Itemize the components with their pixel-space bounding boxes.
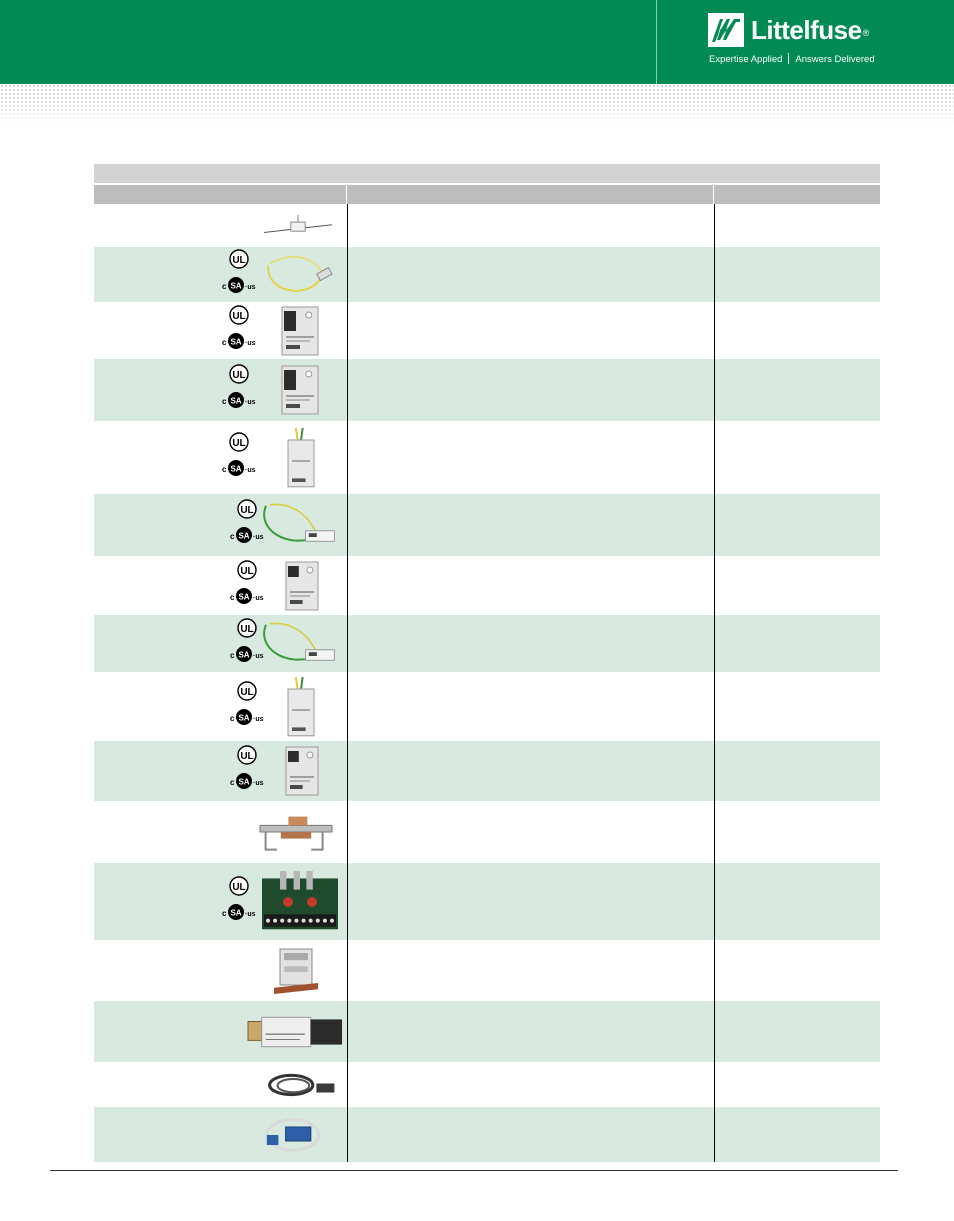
wire-lead-device-icon: [262, 213, 334, 243]
ul-csa-certification-icon: [220, 876, 254, 928]
header-divider: [656, 0, 657, 84]
svg-text:UL: UL: [240, 751, 254, 762]
svg-text:c: c: [222, 281, 227, 291]
svg-text:SA: SA: [230, 281, 242, 290]
csa-mark-icon: [230, 646, 264, 662]
dot-pattern-band: [0, 84, 954, 124]
svg-text:·us: ·us: [253, 534, 264, 541]
ul-mark-icon: [230, 250, 248, 268]
ul-mark-icon: [238, 746, 256, 764]
table-row: [94, 940, 880, 1001]
column-divider-1: [347, 204, 348, 1162]
coiled-cable-icon: [266, 1070, 338, 1104]
svg-text:c: c: [222, 337, 227, 347]
rail-bracket-icon: [258, 810, 334, 858]
ul-csa-certification-icon: [228, 560, 262, 612]
svg-text:SA: SA: [230, 337, 242, 346]
svg-text:·us: ·us: [245, 339, 256, 347]
csa-mark-icon: [222, 333, 256, 349]
green-wire-device-icon: [256, 501, 336, 553]
ul-csa-certification-icon: [220, 249, 254, 301]
footer-rule: [50, 1170, 898, 1171]
ul-csa-certification-icon: [228, 499, 262, 551]
green-wire-device-icon: [256, 620, 336, 672]
svg-text:·us: ·us: [245, 910, 256, 918]
ul-csa-certification-icon: [220, 305, 254, 357]
svg-text:c: c: [222, 464, 227, 474]
svg-text:UL: UL: [232, 370, 246, 381]
svg-text:SA: SA: [238, 592, 250, 601]
svg-text:UL: UL: [232, 437, 246, 449]
svg-text:·us: ·us: [253, 594, 264, 602]
svg-text:SA: SA: [238, 777, 250, 787]
ul-mark-icon: [230, 365, 248, 383]
table-row: [94, 556, 880, 615]
ul-mark-icon: [238, 561, 256, 579]
ul-csa-certification-icon: [228, 681, 262, 733]
svg-text:·us: ·us: [253, 652, 264, 660]
ul-mark-icon: [238, 682, 256, 700]
brand-wordmark: Littelfuse®: [751, 15, 869, 45]
table-title-bar: [94, 164, 880, 183]
csa-mark-icon: [222, 277, 256, 293]
table-row: [94, 1107, 880, 1162]
table-row: [94, 302, 880, 359]
table-row: [94, 204, 880, 247]
svg-text:c: c: [230, 650, 235, 660]
svg-text:c: c: [222, 397, 227, 406]
table-row: [94, 421, 880, 494]
svg-text:c: c: [230, 592, 235, 602]
column-divider-2: [714, 204, 715, 1162]
table-body: [94, 204, 880, 1162]
svg-text:UL: UL: [232, 254, 246, 266]
table-row: [94, 863, 880, 940]
yellow-wire-device-icon: [260, 252, 334, 302]
svg-text:SA: SA: [230, 396, 242, 406]
csa-mark-icon: [222, 904, 256, 920]
svg-text:SA: SA: [238, 713, 250, 722]
csa-mark-icon: [230, 527, 264, 543]
svg-text:c: c: [230, 778, 235, 787]
db9-adapter-icon: [246, 1011, 344, 1057]
svg-text:·us: ·us: [253, 780, 264, 787]
svg-text:SA: SA: [230, 908, 242, 917]
din-rail-block-icon: [274, 947, 318, 999]
table-row: [94, 359, 880, 421]
din-module-single-icon: [284, 561, 320, 615]
ul-csa-certification-icon: [220, 432, 254, 484]
svg-text:·us: ·us: [245, 466, 256, 474]
table-row: [94, 1001, 880, 1062]
header-banner: [0, 0, 954, 84]
littelfuse-logo-icon: [708, 13, 744, 47]
table-row: [94, 801, 880, 863]
svg-text:c: c: [230, 532, 235, 541]
svg-text:SA: SA: [238, 531, 250, 541]
din-module-double-icon: [280, 306, 320, 360]
table-row: [94, 672, 880, 741]
ul-csa-certification-icon: [220, 364, 254, 416]
table-row: [94, 615, 880, 672]
svg-text:SA: SA: [230, 464, 242, 473]
svg-text:UL: UL: [240, 565, 254, 577]
table-row: [94, 741, 880, 801]
svg-text:c: c: [222, 908, 227, 918]
ul-mark-icon: [230, 877, 248, 895]
svg-text:UL: UL: [240, 505, 254, 516]
ul-mark-icon: [230, 306, 248, 324]
din-module-wired-icon: [284, 428, 318, 492]
svg-text:UL: UL: [232, 310, 246, 322]
ul-csa-certification-icon: [228, 618, 262, 670]
svg-text:UL: UL: [240, 686, 254, 698]
ul-csa-certification-icon: [228, 745, 262, 797]
din-module-single-icon: [284, 746, 320, 800]
svg-text:c: c: [230, 713, 235, 723]
terminal-board-icon: [260, 871, 340, 937]
brand-tagline: Expertise Applied Answers Delivered: [709, 54, 875, 65]
table-row: [94, 1062, 880, 1107]
ul-mark-icon: [238, 500, 256, 518]
product-table: [94, 164, 880, 1162]
svg-text:SA: SA: [238, 650, 250, 659]
svg-text:·us: ·us: [245, 399, 256, 406]
svg-text:·us: ·us: [253, 715, 264, 723]
csa-mark-icon: [230, 588, 264, 604]
din-module-wired-icon: [284, 677, 318, 741]
ul-mark-icon: [238, 619, 256, 637]
table-header-row: [94, 183, 880, 204]
ul-mark-icon: [230, 433, 248, 451]
table-row: [94, 494, 880, 556]
svg-text:·us: ·us: [245, 283, 256, 291]
csa-mark-icon: [230, 773, 264, 789]
table-row: [94, 247, 880, 302]
svg-text:UL: UL: [240, 623, 254, 635]
csa-mark-icon: [222, 392, 256, 408]
serial-cable-icon: [264, 1115, 336, 1159]
svg-text:UL: UL: [232, 881, 246, 893]
csa-mark-icon: [222, 460, 256, 476]
din-module-double-icon: [280, 365, 320, 419]
csa-mark-icon: [230, 709, 264, 725]
